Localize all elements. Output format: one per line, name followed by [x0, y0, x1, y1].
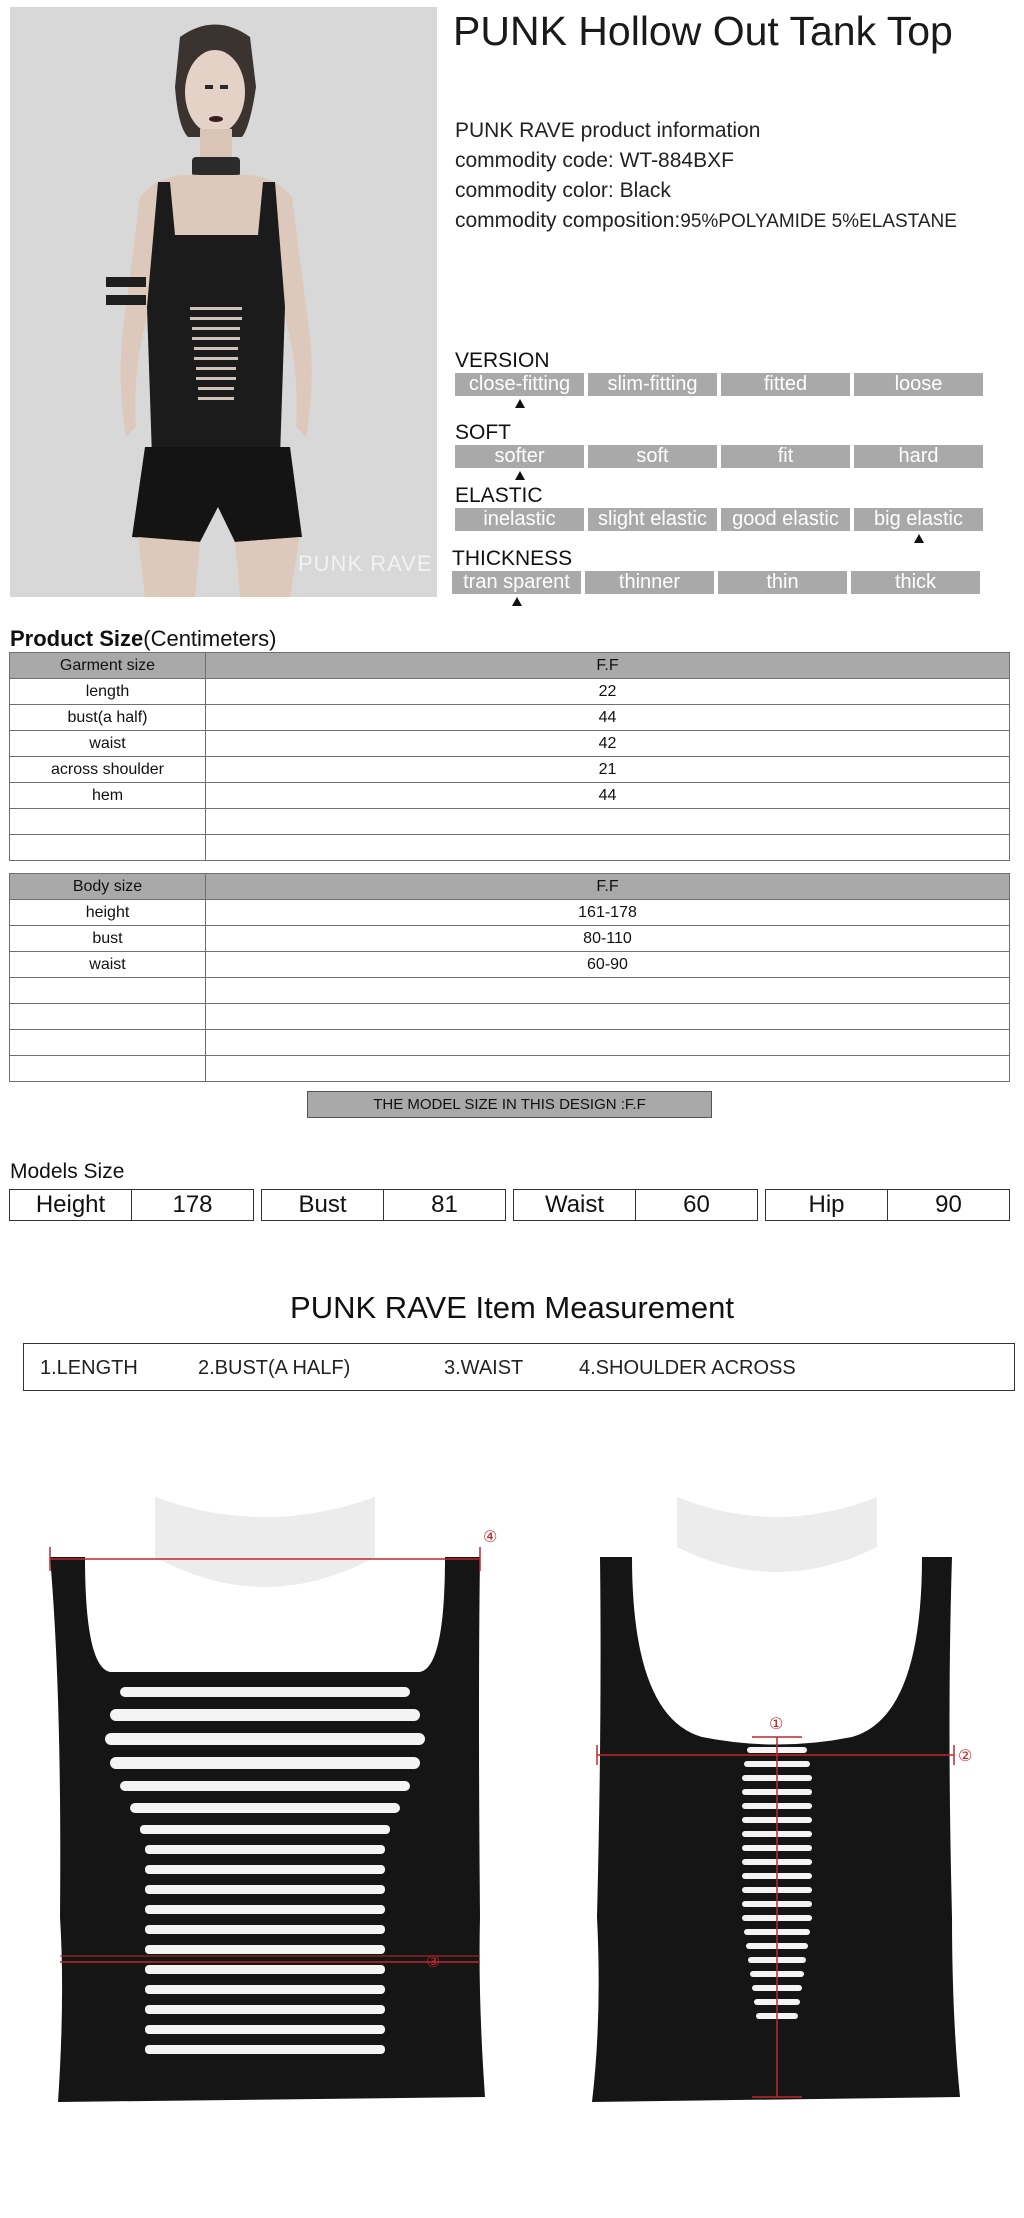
model-size-banner: THE MODEL SIZE IN THIS DESIGN :F.F	[307, 1091, 712, 1118]
product-info	[455, 116, 957, 237]
table-cell: 161-178	[206, 900, 1010, 926]
table-cell: hem	[10, 783, 206, 809]
table-header-cell: F.F	[206, 653, 1010, 679]
table-cell	[206, 978, 1010, 1004]
scale-option: thick	[851, 571, 980, 594]
table-cell: height	[10, 900, 206, 926]
marker-four: ④	[483, 1527, 498, 1546]
model-illustration	[10, 7, 437, 597]
model-height	[9, 1189, 254, 1221]
scale-option: big elastic	[854, 508, 983, 531]
marker-two: ②	[958, 1746, 973, 1765]
table-cell	[10, 1004, 206, 1030]
table-row	[10, 900, 1010, 926]
table-row	[10, 757, 1010, 783]
scale-soft	[455, 421, 985, 468]
model-stat-value: 90	[887, 1190, 1009, 1220]
commodity-composition-row	[455, 206, 957, 237]
models-size-row	[9, 1189, 1010, 1221]
selected-marker-icon	[512, 597, 522, 606]
scale-option: softer	[455, 445, 584, 468]
scale-elastic	[455, 484, 985, 531]
table-cell: 21	[206, 757, 1010, 783]
table-cell: bust(a half)	[10, 705, 206, 731]
table-header-row	[10, 653, 1010, 679]
table-row	[10, 952, 1010, 978]
table-cell: bust	[10, 926, 206, 952]
model-bust	[261, 1189, 506, 1221]
commodity-color-label: commodity color:	[455, 179, 614, 202]
scale-option: fitted	[721, 373, 850, 396]
scale-option: thinner	[585, 571, 714, 594]
table-cell	[206, 1030, 1010, 1056]
product-photo	[10, 7, 437, 597]
table-cell: 22	[206, 679, 1010, 705]
table-cell: 44	[206, 783, 1010, 809]
scale-option: soft	[588, 445, 717, 468]
table-cell: 80-110	[206, 926, 1010, 952]
model-stat-label: Waist	[544, 1191, 605, 1218]
garment-back-diagram	[592, 1497, 992, 2117]
scale-option: close-fitting	[455, 373, 584, 396]
scale-label: VERSION	[455, 349, 550, 372]
scale-label: THICKNESS	[452, 547, 573, 570]
product-size-heading: Product Size	[10, 626, 144, 651]
scale-option: loose	[854, 373, 983, 396]
marker-three: ③	[426, 1952, 441, 1971]
models-size-title: Models Size	[10, 1160, 125, 1183]
selected-marker-icon	[914, 534, 924, 543]
measurement-item: 4.SHOULDER ACROSS	[579, 1357, 796, 1379]
marker-one: ①	[769, 1714, 784, 1733]
scale-option: inelastic	[455, 508, 584, 531]
table-cell	[206, 835, 1010, 861]
table-row	[10, 1030, 1010, 1056]
table-cell	[10, 1056, 206, 1082]
garment-body	[592, 1557, 960, 2102]
table-header-cell: F.F	[206, 874, 1010, 900]
model-waist	[513, 1189, 758, 1221]
scale-label: SOFT	[455, 421, 511, 444]
model-stat-value: 60	[635, 1190, 757, 1220]
table-header-row	[10, 874, 1010, 900]
garment-size-table	[9, 652, 1010, 861]
info-heading: PUNK RAVE product information	[455, 119, 761, 142]
scale-option: hard	[854, 445, 983, 468]
table-cell	[10, 978, 206, 1004]
commodity-code-label: commodity code:	[455, 149, 614, 172]
selected-marker-icon	[515, 399, 525, 408]
selected-marker-icon	[515, 471, 525, 480]
mannequin-neck	[677, 1497, 877, 1572]
scale-option: slim-fitting	[588, 373, 717, 396]
model-stat-label: Bust	[298, 1191, 347, 1218]
measurement-legend	[23, 1343, 1015, 1391]
table-row	[10, 978, 1010, 1004]
table-row	[10, 1004, 1010, 1030]
measurement-item: 2.BUST(A HALF)	[198, 1357, 351, 1379]
table-cell: across shoulder	[10, 757, 206, 783]
commodity-color-value: Black	[619, 179, 671, 202]
model-stat-value: 178	[131, 1190, 253, 1220]
table-row	[10, 783, 1010, 809]
measurement-item: 1.LENGTH	[40, 1357, 138, 1379]
table-cell: 42	[206, 731, 1010, 757]
table-header-cell: Body size	[10, 874, 206, 900]
model-hip	[765, 1189, 1010, 1221]
commodity-composition-label: commodity composition:	[455, 209, 681, 232]
table-cell	[10, 835, 206, 861]
model-stat-label: Height	[35, 1191, 106, 1218]
mannequin-neck	[155, 1497, 375, 1587]
scale-option: tran sparent	[452, 571, 581, 594]
table-cell: waist	[10, 952, 206, 978]
commodity-composition-value: 95%POLYAMIDE 5%ELASTANE	[680, 211, 957, 232]
commodity-code-row	[455, 146, 957, 176]
scale-label: ELASTIC	[455, 484, 543, 507]
measurement-item: 3.WAIST	[444, 1357, 524, 1379]
photo-watermark: PUNK RAVE	[298, 551, 433, 576]
table-row	[10, 705, 1010, 731]
table-cell	[10, 809, 206, 835]
table-cell: waist	[10, 731, 206, 757]
measurement-title: PUNK RAVE Item Measurement	[290, 1290, 734, 1325]
table-row	[10, 835, 1010, 861]
table-cell	[206, 809, 1010, 835]
model-stat-label: Hip	[808, 1191, 845, 1218]
body-size-table	[9, 873, 1010, 1082]
commodity-color-row	[455, 176, 957, 206]
scale-option: fit	[721, 445, 850, 468]
table-cell	[206, 1056, 1010, 1082]
scale-option: slight elastic	[588, 508, 717, 531]
table-row	[10, 679, 1010, 705]
product-size-unit: (Centimeters)	[143, 626, 277, 651]
table-cell	[10, 1030, 206, 1056]
table-cell: 44	[206, 705, 1010, 731]
table-row	[10, 926, 1010, 952]
product-title: PUNK Hollow Out Tank Top	[453, 8, 953, 54]
scale-option: thin	[718, 571, 847, 594]
table-row	[10, 809, 1010, 835]
product-size-title	[10, 626, 277, 652]
table-cell: 60-90	[206, 952, 1010, 978]
model-stat-value: 81	[383, 1190, 505, 1220]
table-cell	[206, 1004, 1010, 1030]
table-header-cell: Garment size	[10, 653, 206, 679]
scale-option: good elastic	[721, 508, 850, 531]
commodity-code-value: WT-884BXF	[619, 149, 734, 172]
garment-front-diagram	[40, 1497, 498, 2117]
table-row	[10, 731, 1010, 757]
scale-thickness	[452, 547, 982, 594]
table-cell: length	[10, 679, 206, 705]
scale-version	[455, 349, 985, 396]
table-row	[10, 1056, 1010, 1082]
